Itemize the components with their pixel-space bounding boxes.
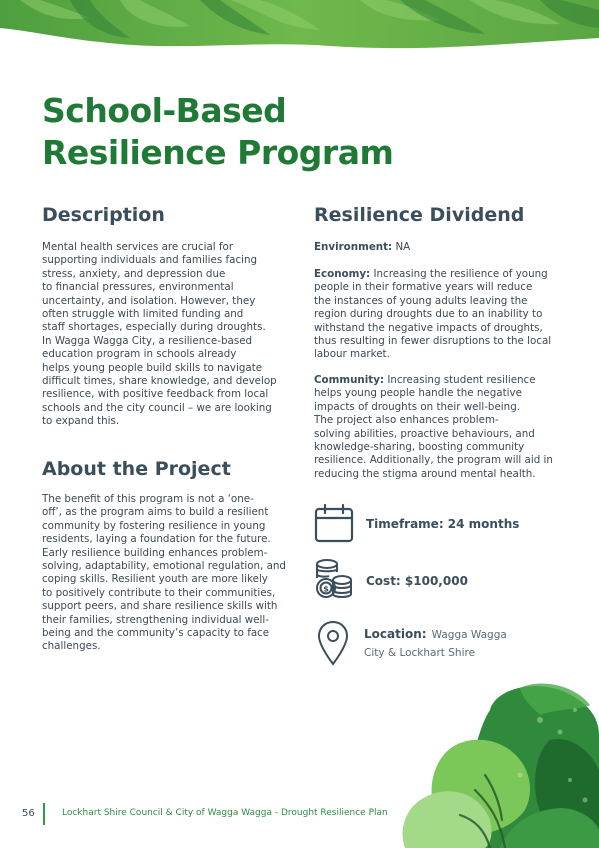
timeframe-label: Timeframe: 24 months [366,517,520,531]
about-body [42,493,297,654]
community-line: resilience. Additionally, the program will aid in [314,454,553,467]
about-line: to positively contribute to their communities, [42,586,276,599]
community-line: reducing the stigma around mental health. [314,467,536,480]
description-line: helps young people build skills to navigate [42,361,263,374]
description-line: supporting individuals and families facing [42,254,258,267]
about-line: solving, adaptability, emotional regulation, and [42,560,286,573]
description-line: Mental health services are crucial for [42,241,234,253]
cost-label: Cost: $100,000 [366,574,468,588]
community-line: helps young people handle the negative [314,387,522,400]
calendar-icon [314,503,354,543]
location-block [364,625,544,661]
about-heading: About the Project [42,458,231,480]
community-line: impacts of droughts on their well-being. [314,400,521,413]
about-line: their families, strengthening individual well- [42,613,269,626]
about-line: Early resilience building enhances problem- [42,546,268,559]
community-line: solving abilities, proactive behaviours, and [314,427,535,440]
economy-line: thus resulting in fewer disruptions to the local [314,335,552,348]
description-heading: Description [42,204,165,226]
economy-first-text: Increasing the resilience of young [373,268,548,280]
description-line: difficult times, share knowledge, and develop [42,375,277,388]
about-line: challenges. [42,640,101,653]
page-title [42,90,393,174]
description-line: often struggle with limited funding and [42,308,244,321]
description-line: In Wagga Wagga City, a resilience-based [42,334,253,347]
location-value-line-1: Wagga Wagga [431,629,507,641]
about-line: community by fostering resilience in young [42,519,266,532]
community-line: knowledge-sharing, boosting community [314,441,525,454]
community-first-line [314,374,574,387]
description-line: stress, anxiety, and depression due [42,267,226,280]
description-line: schools and the city council – we are looking [42,401,272,414]
location-pin-icon [317,620,349,666]
community-line: The project also enhances problem- [314,414,499,427]
description-line: uncertainty, and isolation. However, they [42,294,256,307]
location-label: Location: [364,627,427,641]
economy-paragraph [314,268,574,362]
about-line: being and the community’s capacity to face [42,627,270,640]
location-value-line-2: City & Lockhart Shire [364,647,476,659]
description-line: to financial pressures, environmental [42,281,234,294]
leaf-decoration [400,680,599,848]
about-line: The benefit of this program is not a ‘one- [42,493,254,505]
environment-label: Environment: [314,241,393,253]
environment-text: NA [395,241,411,253]
about-line: coping skills. Resilient youth are more likely [42,573,268,586]
svg-text:$: $ [323,584,329,594]
page-number: 56 [22,808,35,819]
economy-line: withstand the negative impacts of droughts, [314,321,543,334]
community-label: Community: [314,374,385,386]
description-line: staff shortages, especially during droughts. [42,321,266,334]
environment-paragraph [314,241,574,254]
title-line-1: School-Based [42,91,287,130]
economy-first-line [314,268,574,281]
footer-divider [43,803,45,825]
footer-text: Lockhart Shire Council & City of Wagga Wagga - Drought Resilience Plan [62,808,388,818]
description-line: resilience, with positive feedback from local [42,388,269,401]
dividend-heading: Resilience Dividend [314,204,525,226]
economy-line: people in their formative years will reduce [314,281,533,294]
coins-icon [314,558,354,600]
description-line: education program in schools already [42,348,237,361]
description-line: to expand this. [42,415,120,428]
community-first-text: Increasing student resilience [387,374,536,386]
economy-line: the instances of young adults leaving the [314,294,528,307]
economy-label: Economy: [314,268,371,280]
about-line: residents, laying a foundation for the future. [42,533,271,546]
economy-line: labour market. [314,348,390,361]
title-line-2: Resilience Program [42,133,394,172]
about-line: off’, as the program aims to build a resilient [42,506,269,519]
description-body [42,241,297,429]
about-line: support peers, and share resilience skills with [42,600,278,613]
leaf-banner [0,0,599,60]
community-paragraph [314,374,574,481]
economy-line: region during droughts due to an inability to [314,308,543,321]
